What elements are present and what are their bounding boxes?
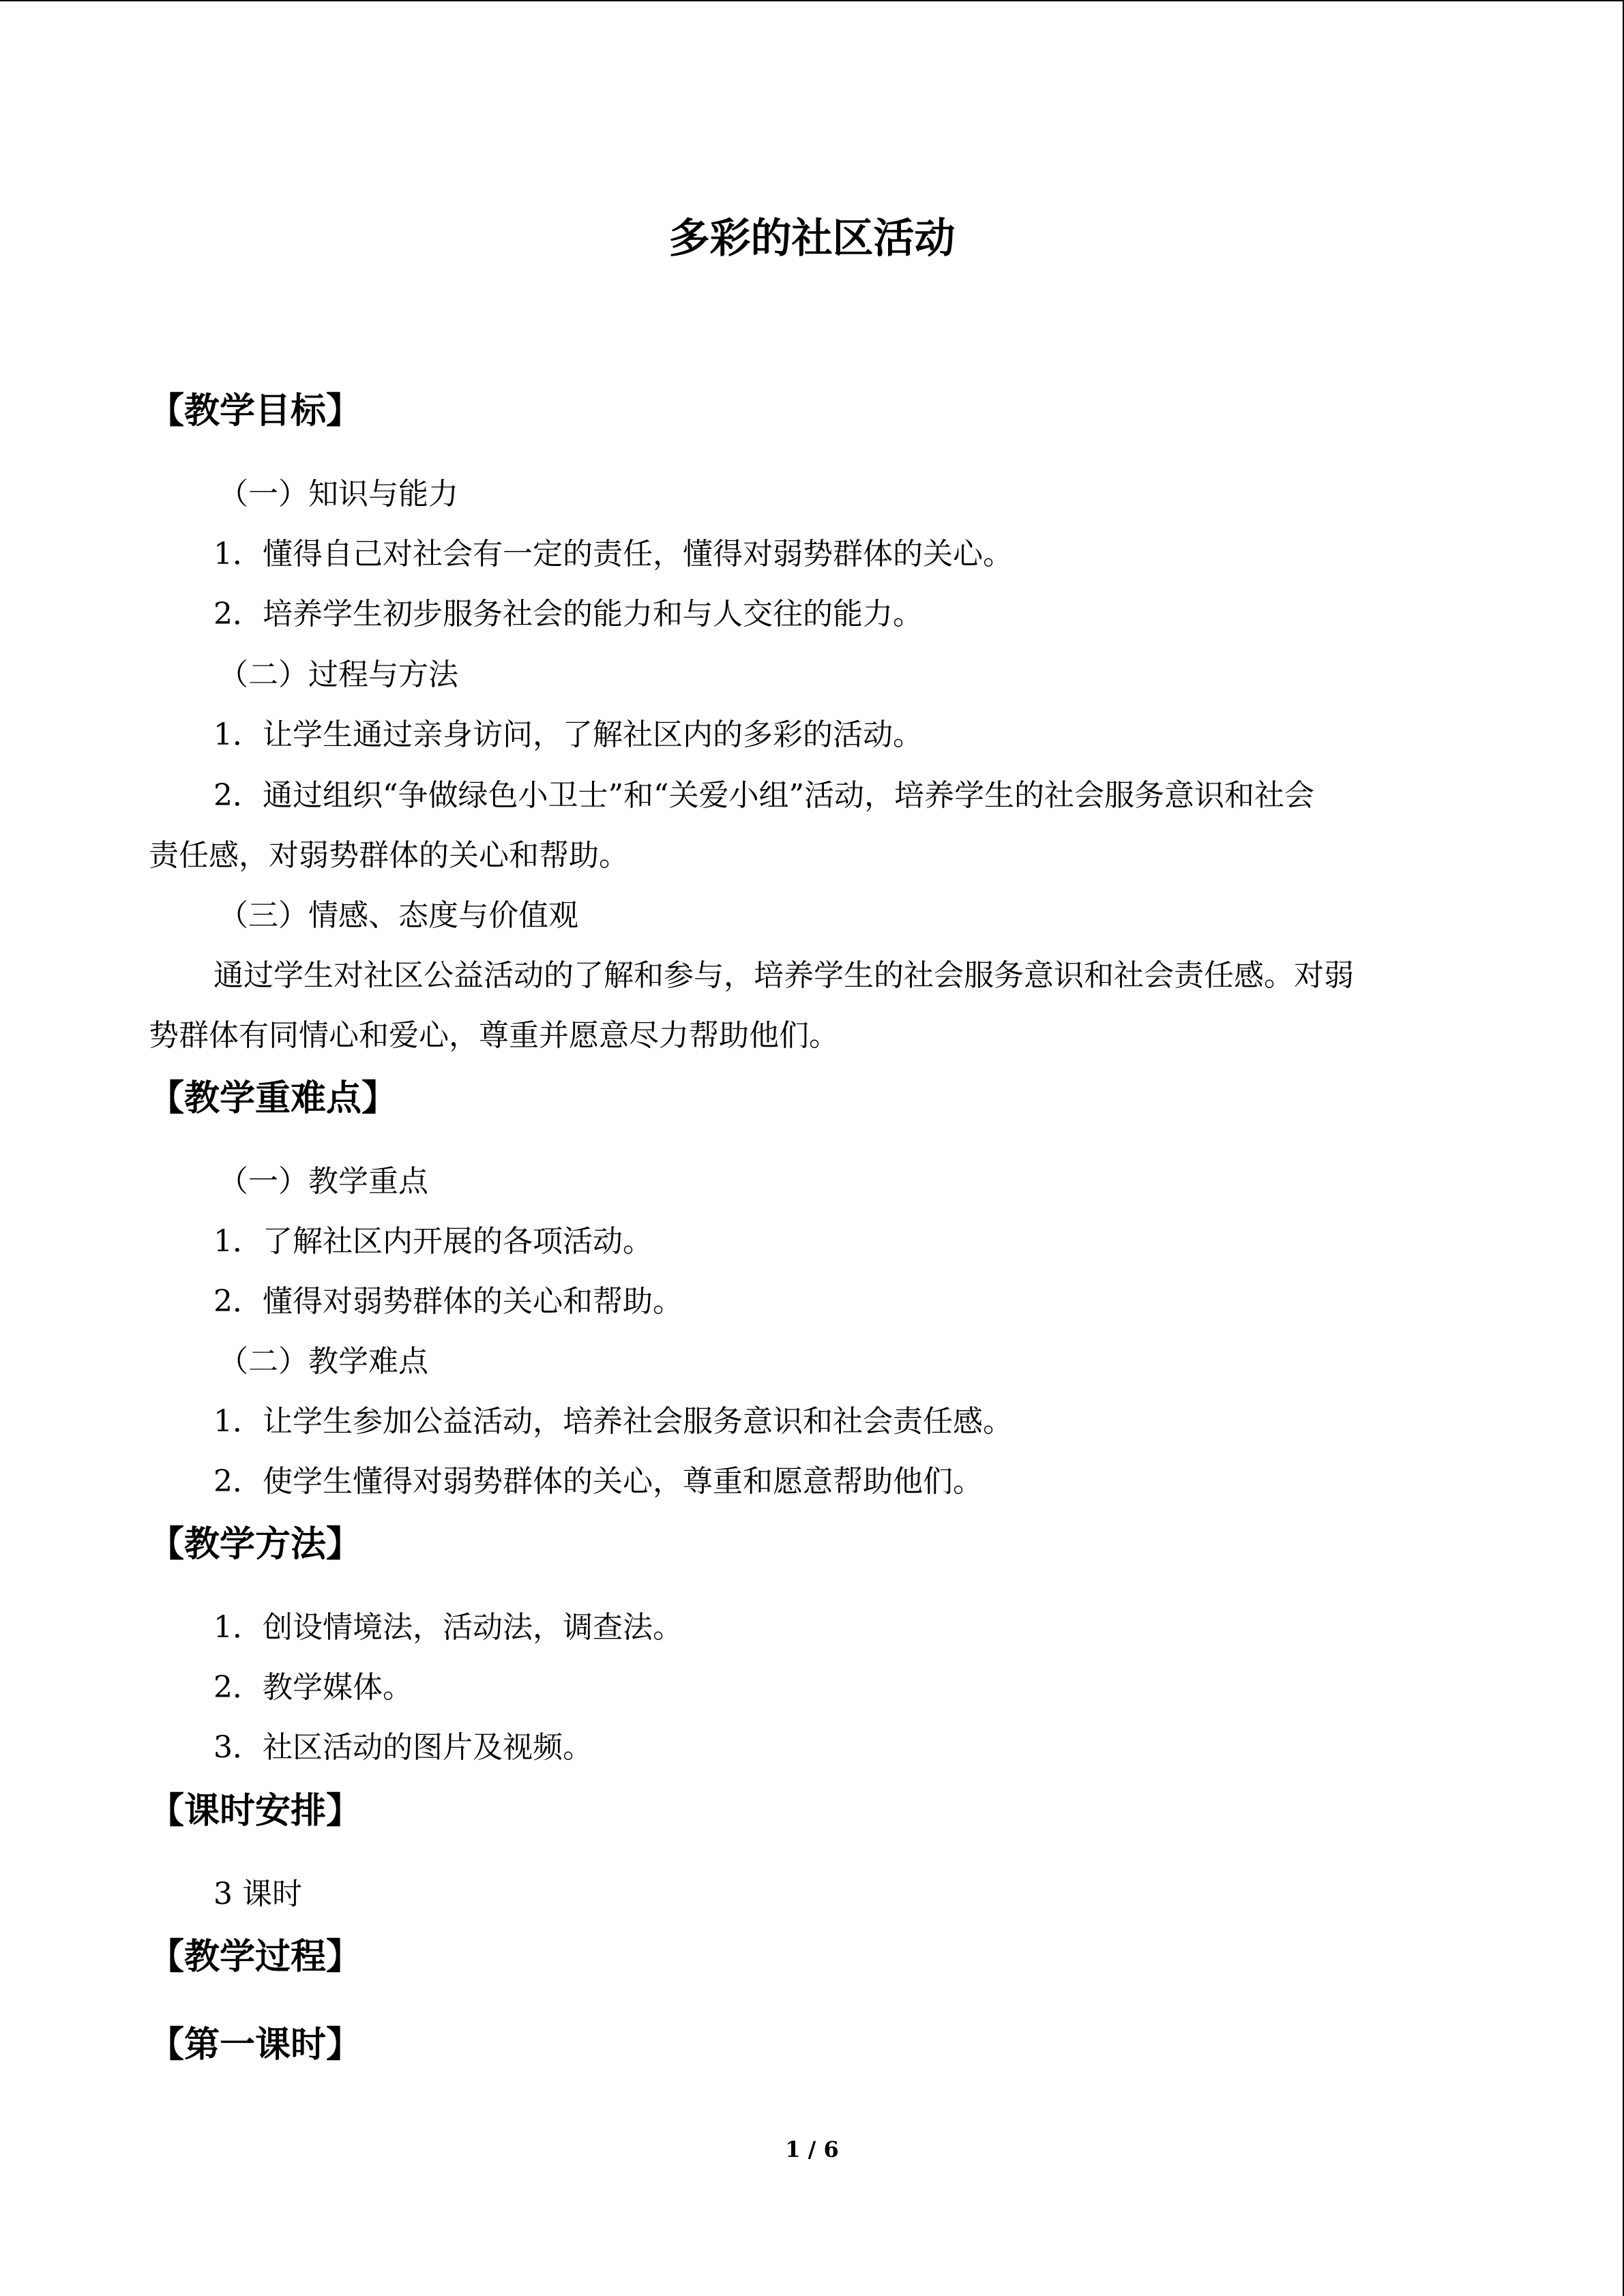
heading-schedule: 【课时安排】 [149, 1791, 362, 1832]
list-item: 2．使学生懂得对弱势群体的关心，尊重和愿意帮助他们。 [213, 1464, 983, 1499]
document-title: 多彩的社区活动 [668, 215, 956, 263]
page-number: 1 / 6 [785, 2136, 839, 2162]
paragraph-line: 势群体有同情心和爱心，尊重并愿意尽力帮助他们。 [149, 1018, 839, 1053]
list-item: 1．让学生通过亲身访问，了解社区内的多彩的活动。 [213, 717, 923, 752]
page-border-top [0, 0, 1624, 1]
heading-first-lesson: 【第一课时】 [149, 2025, 362, 2066]
list-item: 1．了解社区内开展的各项活动。 [213, 1224, 653, 1259]
list-item: 2．懂得对弱势群体的关心和帮助。 [213, 1284, 683, 1319]
list-item: 2．教学媒体。 [213, 1670, 413, 1705]
heading-teaching-process: 【教学过程】 [149, 1937, 362, 1978]
list-item: 1．让学生参加公益活动，培养社会服务意识和社会责任感。 [213, 1404, 1013, 1439]
paragraph-line: 通过学生对社区公益活动的了解和参与，培养学生的社会服务意识和社会责任感。对弱 [213, 958, 1354, 993]
subheading-emotion-values: （三）情感、态度与价值观 [218, 898, 578, 933]
heading-key-points: 【教学重难点】 [149, 1078, 398, 1119]
list-item: 2．培养学生初步服务社会的能力和与人交往的能力。 [213, 597, 923, 631]
subheading-process-method: （二）过程与方法 [218, 657, 458, 692]
subheading-key-point: （一）教学重点 [218, 1164, 428, 1199]
list-item: 1．懂得自己对社会有一定的责任，懂得对弱势群体的关心。 [213, 537, 1013, 571]
list-item: 1．创设情境法，活动法，调查法。 [213, 1610, 683, 1645]
heading-teaching-methods: 【教学方法】 [149, 1524, 362, 1565]
heading-teaching-goals: 【教学目标】 [149, 391, 362, 432]
subheading-difficult-point: （二）教学难点 [218, 1344, 428, 1379]
list-item: 3．社区活动的图片及视频。 [213, 1730, 593, 1765]
subheading-knowledge-ability: （一）知识与能力 [218, 477, 458, 511]
list-item-continued: 责任感，对弱势群体的关心和帮助。 [149, 838, 629, 873]
schedule-text: 3 课时 [213, 1877, 302, 1911]
list-item: 2．通过组织“争做绿色小卫士”和“关爱小组”活动，培养学生的社会服务意识和社会 [213, 778, 1314, 813]
